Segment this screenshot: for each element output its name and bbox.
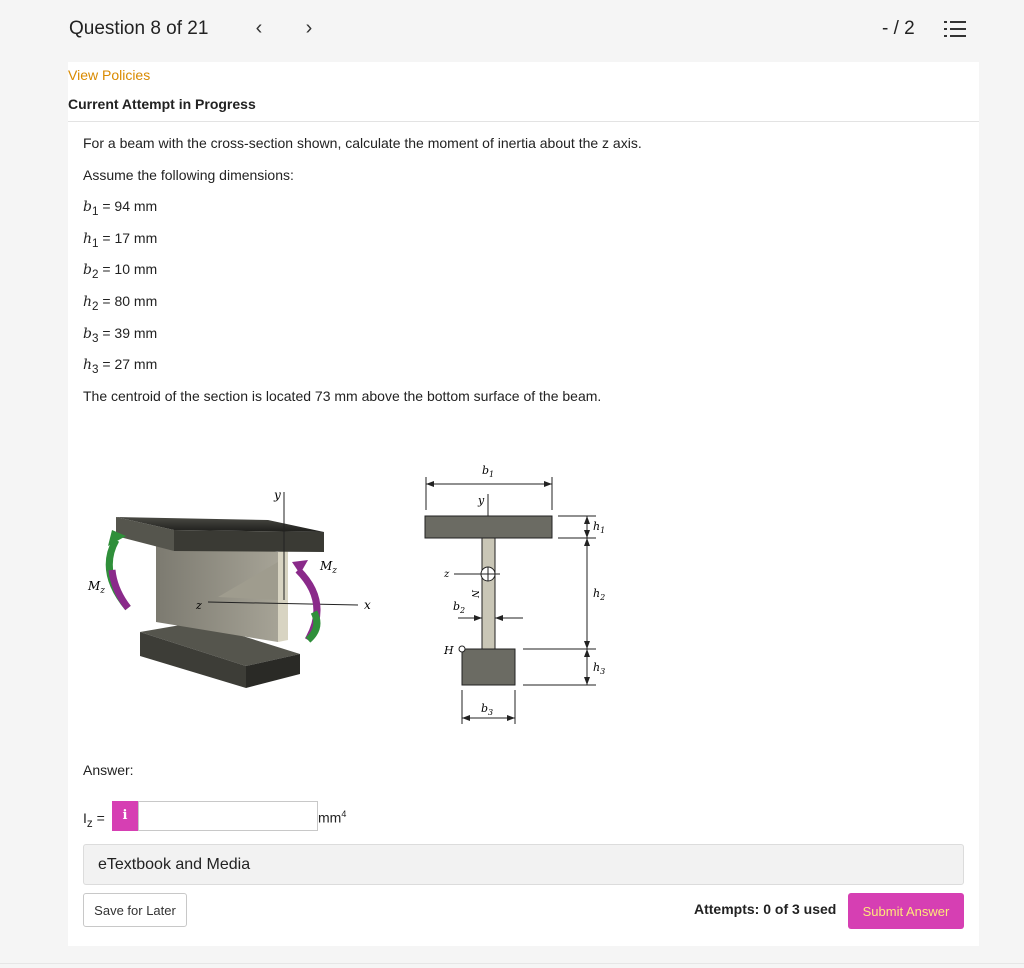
list-menu-icon[interactable] [944, 19, 966, 39]
question-assume: Assume the following dimensions: [83, 167, 294, 183]
etextbook-media-panel[interactable] [83, 844, 964, 885]
iso-axis-z: z [196, 599, 202, 612]
etextbook-label: eTextbook and Media [98, 856, 251, 873]
attempts-counter: Attempts: 0 of 3 used [694, 901, 837, 917]
iso-axis-y: y [274, 488, 281, 502]
section-label-h1: $h_1$ [593, 520, 606, 535]
score-display: - / 2 [882, 18, 915, 39]
section-label-H: H [444, 644, 454, 657]
info-icon[interactable]: i [112, 801, 138, 831]
isometric-beam [108, 492, 358, 688]
question-intro: For a beam with the cross-section shown, calculate the moment of inertia about the z axis. [83, 135, 642, 151]
next-question-button[interactable]: › [305, 17, 313, 39]
centroid-note: The centroid of the section is located 73 mm above the bottom surface of the beam. [83, 388, 602, 404]
question-panel [68, 62, 979, 946]
section-label-N: N [469, 590, 479, 598]
attempt-status-heading: Current Attempt in Progress [68, 96, 256, 112]
moment-label-right: $M_z$ [320, 559, 338, 576]
answer-input[interactable] [138, 801, 318, 831]
section-label-b1: $b_1$ [482, 464, 495, 479]
iso-axis-x: x [364, 598, 371, 612]
section-label-z: z [444, 569, 450, 580]
answer-label: Answer: [83, 762, 134, 778]
section-label-h3: $h_3$ [593, 661, 606, 676]
section-label-h2: $h_2$ [593, 587, 606, 602]
footer-divider [0, 963, 1024, 964]
section-label-b3: $b_3$ [481, 702, 494, 717]
save-for-later-button[interactable]: Save for Later [83, 893, 187, 927]
question-counter: Question 8 of 21 [69, 18, 209, 39]
question-header [0, 0, 1024, 62]
moment-label-left: $M_z$ [88, 579, 106, 596]
iz-label: $I_z$ = [83, 810, 105, 830]
dimension-h2: $h_2 = 80$ mm [83, 293, 158, 313]
dimension-b2: $b_2 = 10$ mm [83, 261, 158, 281]
cross-section [425, 477, 596, 724]
answer-unit: $mm^4$ [318, 809, 347, 826]
dimension-h1: $h_1 = 17$ mm [83, 230, 158, 250]
view-policies-link[interactable]: View Policies [68, 67, 151, 83]
dimension-h3: $h_3 = 27$ mm [83, 356, 158, 376]
beam-figure [68, 62, 979, 717]
previous-question-button[interactable]: ‹ [255, 17, 263, 39]
section-label-b2: $b_2$ [453, 600, 466, 615]
dimension-b3: $b_3 = 39$ mm [83, 325, 158, 345]
dimension-b1: $b_1 = 94$ mm [83, 198, 158, 218]
submit-answer-button[interactable]: Submit Answer [848, 893, 964, 929]
section-label-y: y [478, 494, 485, 507]
